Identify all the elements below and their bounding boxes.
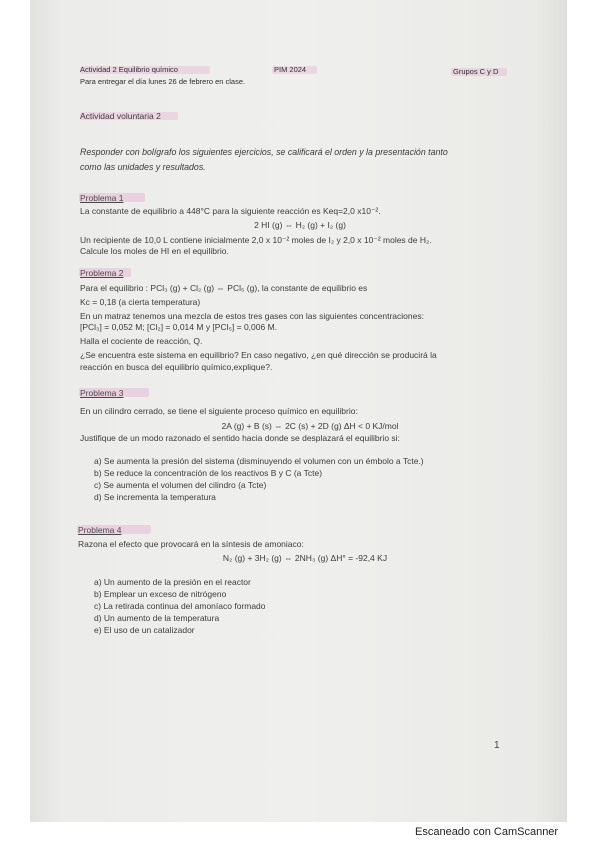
problem-3-item: c) Se aumenta el volumen del cilindro (a Tcte) xyxy=(94,480,267,490)
course-label: PIM 2024 xyxy=(274,65,307,74)
problem-2-line: En un matraz tenemos una mezcla de estos tres gases con las siguientes concentraciones: xyxy=(80,311,424,321)
problem-2-title: Problema 2 xyxy=(80,268,124,278)
problem-2-line: reacción en busca del equilibrio químico,explique?. xyxy=(80,362,273,372)
problem-3-item: d) Se incrementa la temperatura xyxy=(94,492,216,502)
problem-1-line: Un recipiente de 10,0 L contiene inicialmente 2,0 x 10⁻² moles de I₂ y 2,0 x 10⁻² moles de H₂. xyxy=(80,235,432,245)
problem-4-title: Problema 4 xyxy=(78,525,122,535)
instructions-line-1: Responder con bolígrafo los siguientes ejercicios, se calificará el orden y la presentación tanto xyxy=(80,147,448,157)
page-number: 1 xyxy=(494,740,500,751)
problem-4-item: a) Un aumento de la presión en el reactor xyxy=(94,577,251,587)
problem-4-item: e) El uso de un catalizador xyxy=(94,625,195,635)
problem-3-title: Problema 3 xyxy=(80,388,124,398)
problem-3-item: a) Se aumenta la presión del sistema (disminuyendo el volumen con un émbolo a Tcte.) xyxy=(94,456,424,466)
problem-3-item: b) Se reduce la concentración de los reactivos B y C (a Tcte) xyxy=(94,468,323,478)
deadline-text: Para entregar el día lunes 26 de febrero en clase. xyxy=(80,77,246,86)
voluntary-title: Actividad voluntaria 2 xyxy=(80,111,161,121)
problem-3-intro: En un cilindro cerrado, se tiene el siguiente proceso químico en equilibrio: xyxy=(80,406,358,416)
problem-3-question: Justifique de un modo razonado el sentido hacia donde se desplazará el equilibrio si: xyxy=(80,433,400,443)
problem-1-line: Calcule los moles de HI en el equilibrio. xyxy=(80,246,229,256)
problem-3-reaction: 2A (g) + B (s) ⇔ 2C (s) + 2D (g) ΔH < 0 KJ/mol xyxy=(221,421,399,431)
problem-2-line: [PCl₃] = 0,052 M; [Cl₂] = 0,014 M y [PCl₅] = 0,006 M. xyxy=(80,322,278,332)
problem-4-item: c) La retirada continua del amoníaco formado xyxy=(94,601,266,611)
groups-label: Grupos C y D xyxy=(453,67,499,76)
problem-2-line: Para el equilibrio : PCl₃ (g) + Cl₂ (g) ⇔ PCl₅ (g), la constante de equilibrio es xyxy=(80,283,368,293)
problem-4-item: b) Emplear un exceso de nitrógeno xyxy=(94,589,227,599)
problem-4-intro: Razona el efecto que provocará en la síntesis de amoniaco: xyxy=(78,539,304,549)
problem-4-item: d) Un aumento de la temperatura xyxy=(94,613,220,623)
problem-2-line: ¿Se encuentra este sistema en equilibrio? En caso negativo, ¿en qué dirección se producirá la xyxy=(80,350,437,360)
scanner-watermark: Escaneado con CamScanner xyxy=(415,826,559,838)
problem-4-reaction: N₂ (g) + 3H₂ (g) ⇔ 2NH₃ (g) ΔH° = -92,4 KJ xyxy=(222,553,388,563)
instructions-line-2: como las unidades y resultados. xyxy=(80,162,206,172)
activity-title: Actividad 2 Equilibrio químico xyxy=(80,65,178,74)
problem-2-line: Kc = 0,18 (a cierta temperatura) xyxy=(80,297,201,307)
problem-1-title: Problema 1 xyxy=(80,193,124,203)
problem-1-reaction: 2 HI (g) ⇔ H₂ (g) + I₂ (g) xyxy=(254,220,346,230)
problem-1-line: La constante de equilibrio a 448°C para la siguiente reacción es Keq=2,0 x10⁻². xyxy=(80,206,381,216)
problem-2-line: Halla el cociente de reacción, Q. xyxy=(80,336,203,346)
